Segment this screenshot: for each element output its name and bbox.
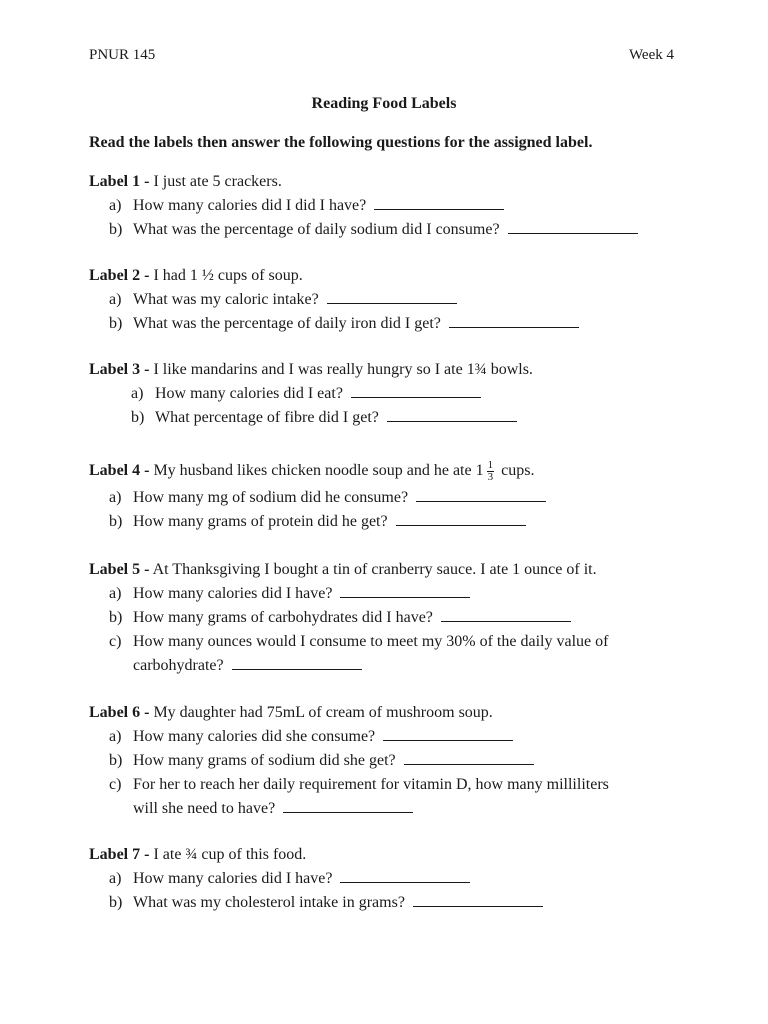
question-letter: a) <box>109 870 122 887</box>
answer-blank[interactable] <box>232 656 362 670</box>
question <box>89 606 608 630</box>
answer-blank[interactable] <box>413 893 543 907</box>
label-section-4 <box>89 456 546 534</box>
question-text: For her to reach her daily requirement for vitamin D, how many milliliters <box>133 776 609 793</box>
label-name: Label 3 - <box>89 361 150 378</box>
label-heading <box>89 358 533 382</box>
question-continuation <box>133 797 609 821</box>
label-section-7 <box>89 843 543 915</box>
question-letter: b) <box>109 221 123 238</box>
question <box>89 382 533 406</box>
question <box>89 749 609 773</box>
question-text: How many grams of carbohydrates did I have? <box>133 609 433 626</box>
label-heading <box>89 843 543 867</box>
answer-blank[interactable] <box>340 869 470 883</box>
question-text: How many calories did I did I have? <box>133 197 367 214</box>
question-text: What percentage of fibre did I get? <box>155 409 379 426</box>
question <box>89 510 546 534</box>
label-scenario: I like mandarins and I was really hungry so I ate 1¾ bowls. <box>153 361 533 378</box>
instructions: Read the labels then answer the following questions for the assigned label. <box>89 134 593 151</box>
question-text: What was the percentage of daily iron did I get? <box>133 315 441 332</box>
answer-blank[interactable] <box>508 220 638 234</box>
question-letter: b) <box>109 609 123 626</box>
label-scenario: I just ate 5 crackers. <box>153 173 282 190</box>
page-title: Reading Food Labels <box>311 95 457 112</box>
question <box>89 288 579 312</box>
question-text: How many calories did I have? <box>133 585 333 602</box>
answer-blank[interactable] <box>416 488 546 502</box>
label-name: Label 4 - <box>89 462 150 479</box>
question-letter: c) <box>109 776 122 793</box>
question-text: What was my caloric intake? <box>133 291 319 308</box>
answer-blank[interactable] <box>396 512 526 526</box>
label-heading <box>89 701 609 725</box>
label-scenario-end: cups. <box>501 462 535 479</box>
question-letter: b) <box>109 513 123 530</box>
label-heading <box>89 264 579 288</box>
label-section-5 <box>89 558 608 678</box>
question-text: What was my cholesterol intake in grams? <box>133 894 405 911</box>
answer-blank[interactable] <box>340 584 470 598</box>
question <box>89 867 543 891</box>
question <box>89 312 579 336</box>
question-text: How many calories did she consume? <box>133 728 376 745</box>
answer-blank[interactable] <box>441 608 571 622</box>
question <box>89 582 608 606</box>
label-name: Label 2 - <box>89 267 150 284</box>
label-section-2 <box>89 264 579 336</box>
label-section-6 <box>89 701 609 821</box>
fraction-numerator: 1 <box>487 458 494 471</box>
question-text: What was the percentage of daily sodium did I consume? <box>133 221 500 238</box>
question <box>89 725 609 749</box>
label-scenario: I had 1 ½ cups of soup. <box>153 267 303 284</box>
label-section-3 <box>89 358 533 430</box>
question-text: How many mg of sodium did he consume? <box>133 489 409 506</box>
label-name: Label 7 - <box>89 846 150 863</box>
question <box>89 218 638 242</box>
question <box>89 486 546 510</box>
question-letter: c) <box>109 633 122 650</box>
question-text-cont: will she need to have? <box>133 800 276 817</box>
question-letter: a) <box>109 728 122 745</box>
question-text: How many calories did I have? <box>133 870 333 887</box>
question-text: How many ounces would I consume to meet my 30% of the daily value of <box>133 633 609 650</box>
question-letter: a) <box>131 385 144 402</box>
label-heading <box>89 558 608 582</box>
label-scenario: My daughter had 75mL of cream of mushroom soup. <box>153 704 493 721</box>
label-scenario: My husband likes chicken noodle soup and he ate 1 <box>153 462 484 479</box>
question <box>89 194 638 218</box>
answer-blank[interactable] <box>383 727 513 741</box>
question-letter: a) <box>109 291 122 308</box>
question-letter: a) <box>109 489 122 506</box>
question-text: How many grams of protein did he get? <box>133 513 388 530</box>
label-heading <box>89 170 638 194</box>
answer-blank[interactable] <box>327 290 457 304</box>
question-continuation <box>133 654 608 678</box>
answer-blank[interactable] <box>374 196 504 210</box>
page-header <box>89 47 674 64</box>
label-scenario: I ate ¾ cup of this food. <box>153 846 307 863</box>
answer-blank[interactable] <box>404 751 534 765</box>
question-letter: b) <box>109 315 123 332</box>
question-text: How many grams of sodium did she get? <box>133 752 396 769</box>
label-name: Label 5 - <box>89 561 150 578</box>
question-letter: b) <box>109 894 123 911</box>
label-name: Label 1 - <box>89 173 150 190</box>
label-heading <box>89 456 546 486</box>
label-section-1 <box>89 170 638 242</box>
answer-blank[interactable] <box>283 799 413 813</box>
fraction <box>487 460 495 483</box>
question <box>89 773 609 821</box>
question <box>89 630 608 678</box>
question-letter: a) <box>109 585 122 602</box>
question-letter: a) <box>109 197 122 214</box>
answer-blank[interactable] <box>351 384 481 398</box>
question-letter: b) <box>109 752 123 769</box>
week-label: Week 4 <box>628 47 674 63</box>
question <box>89 891 543 915</box>
label-name: Label 6 - <box>89 704 150 721</box>
question <box>89 406 533 430</box>
question-text: How many calories did I eat? <box>155 385 343 402</box>
answer-blank[interactable] <box>449 314 579 328</box>
course-code: PNUR 145 <box>89 47 156 63</box>
fraction-denominator: 3 <box>487 470 494 483</box>
question-text-cont: carbohydrate? <box>133 657 224 674</box>
question-letter: b) <box>131 409 145 426</box>
answer-blank[interactable] <box>387 408 517 422</box>
label-scenario: At Thanksgiving I bought a tin of cranberry sauce. I ate 1 ounce of it. <box>152 561 597 578</box>
